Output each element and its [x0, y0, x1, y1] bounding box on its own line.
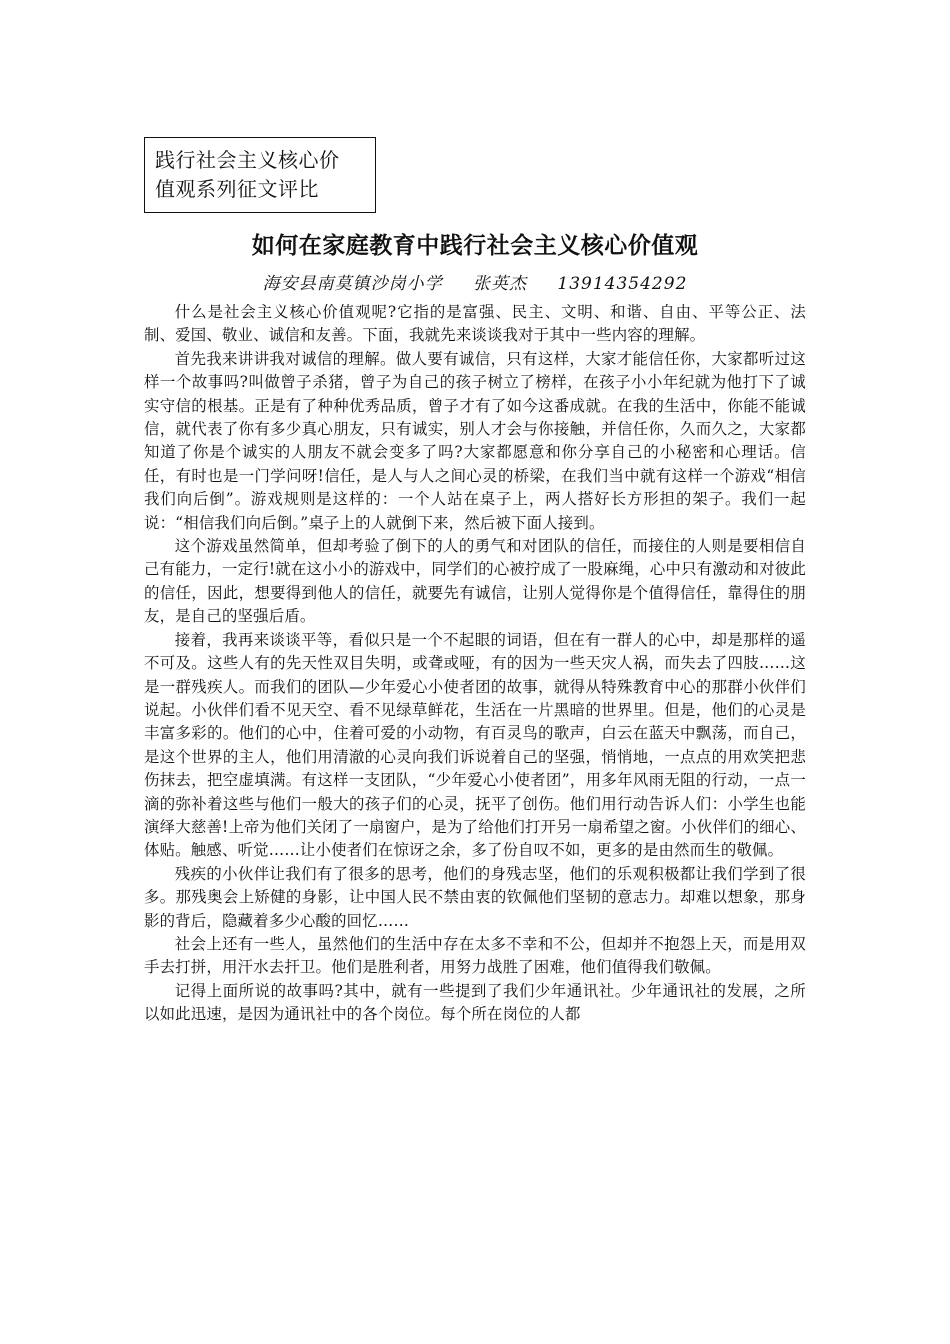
category-label-box [144, 137, 376, 213]
paragraph: 这个游戏虽然简单，但却考验了倒下的人的勇气和对团队的信任，而接住的人则是要相信自己有能力，一定行!就在这小小的游戏中，同学们的心被拧成了一股麻绳，心中只有激动和对彼此的信任，因此，想要得到他人的信任，就要先有诚信，让别人觉得你是个值得信任，靠得住的朋友，是自己的坚强后盾。 [144, 537, 806, 626]
article-body [144, 301, 806, 1027]
paragraph: 社会上还有一些人，虽然他们的生活中存在太多不幸和不公，但却并不抱怨上天，而是用双手去打拼，用汗水去扞卫。他们是胜利者，用努力战胜了困难，他们值得我们敬佩。 [144, 934, 806, 977]
category-label-line-1: 践行社会主义核心价 [155, 148, 340, 172]
paragraph: 残疾的小伙伴让我们有了很多的思考，他们的身残志坚，他们的乐观积极都让我们学到了很多。那残奥会上矫健的身影，让中国人民不禁由衷的钦佩他们坚韧的意志力。却难以想象，那身影的背后，隐藏着多少心酸的回忆…… [144, 864, 806, 930]
paragraph: 首先我来讲讲我对诚信的理解。做人要有诚信，只有这样，大家才能信任你，大家都听过这样一个故事吗?叫做曾子杀猪，曾子为自己的孩子树立了榜样，在孩子小小年纪就为他打下了诚实守信的根基。正是有了种种优秀品质，曾子才有了如今这番成就。在我的生活中，你能不能诚信，就代表了你有多少真心朋友，只有诚实，别人才会与你接触，并信任你，久而久之，大家都知道了你是个诚实的人朋友不就会变多了吗?大家都愿意和你分享自己的小秘密和心理话。信任，有时也是一门学问呀!信任，是人与人之间心灵的桥梁，在我们当中就有这样一个游戏“相信我们向后倒”。游戏规则是这样的：一个人站在桌子上，两人搭好长方形担的架子。我们一起说：“相信我们向后倒。”桌子上的人就倒下来，然后被下面人接到。 [144, 349, 806, 532]
paragraph: 什么是社会主义核心价值观呢?它指的是富强、民主、文明、和谐、自由、平等公正、法制、爱国、敬业、诚信和友善。下面，我就先来谈谈我对于其中一些内容的理解。 [144, 303, 806, 345]
school-name: 海安县南莫镇沙岗小学 [262, 274, 443, 294]
document-title: 如何在家庭教育中践行社会主义核心价值观 [251, 233, 699, 259]
category-label-line-2: 值观系列征文评比 [155, 177, 319, 201]
paragraph: 接着，我再来谈谈平等，看似只是一个不起眼的词语，但在有一群人的心中，却是那样的遥不可及。这些人有的先天性双目失明，或聋或哑，有的因为一些天灾人祸，而失去了四肢……这是一群残疾人。而我们的团队—少年爱心小使者团的故事，就得从特殊教育中心的那群小伙伴们说起。小伙伴们看不见天空、看不见绿草鲜花，生活在一片黑暗的世界里。但是，他们的心灵是丰富多彩的。他们的心中，住着可爱的小动物，有百灵鸟的歌声，白云在蓝天中飘荡，而自己，是这个世界的主人，他们用清澈的心灵向我们诉说着自己的坚强，悄悄地，一点点的用欢笑把悲伤抹去，把空虚填满。有这样一支团队，“少年爱心小使者团”，用多年风雨无阻的行动，一点一滴的弥补着这些与他们一般大的孩子们的心灵，抚平了创伤。他们用行动告诉人们：小学生也能演绎大慈善!上帝为他们关闭了一扇窗户，是为了给他们打开另一扇希望之窗。小伙伴们的细心、体贴。触感、听觉……让小使者们在惊讶之余，多了份自叹不如，更多的是由然而生的敬佩。 [144, 630, 806, 860]
author-name: 张英杰 [473, 274, 527, 294]
author-byline [144, 272, 806, 296]
paragraph: 记得上面所说的故事吗?其中，就有一些提到了我们少年通讯社。少年通讯社的发展，之所以如此迅速，是因为通讯社中的各个岗位。每个所在岗位的人都 [144, 981, 806, 1024]
phone-number: 13914354292 [557, 274, 688, 294]
